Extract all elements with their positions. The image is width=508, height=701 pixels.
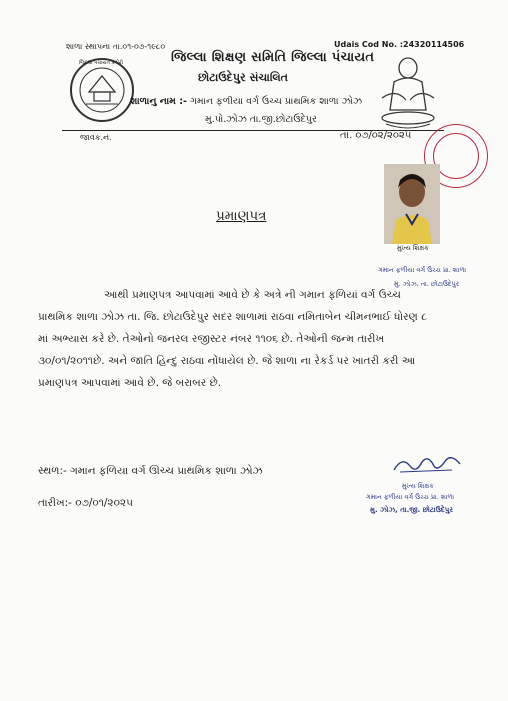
headmaster-caption-photo: મુખ્ય શિક્ષક bbox=[397, 244, 429, 252]
footer-stamp-line-3: મુ. ઝોઝ, તા.જી. છોટાઉદેપુર bbox=[370, 506, 453, 514]
body-line-4: ૩૦/૦૧/૨૦૧૧છે. અને જાતિ હિન્દુ રાઠવા નોંધાયેલ છે. જે શાળા ના રેકર્ડ પર ખાતરી કરી આ bbox=[38, 355, 416, 367]
certificate-title: પ્રમાણપત્ર bbox=[216, 208, 267, 224]
body-line-5: પ્રમાણપત્ર આપવામાં આવે છે. જે બરાબર છે. bbox=[38, 377, 222, 389]
header-date: તા. ૦૭/૦૨/૨૦૨૫ bbox=[340, 130, 412, 141]
district-panchayat-logo bbox=[70, 58, 134, 122]
logo-text: જિલ્લા પંચાયત કચેરી bbox=[79, 60, 124, 66]
header-line-2: છોટાઉદેપુર સંચાલિત bbox=[198, 71, 288, 84]
body-line-1: આથી પ્રમાણપત્ર આપવામાં આવે છે કે અત્રે ની ગમાન ફળિયાં વર્ગ ઉચ્ચ bbox=[104, 289, 401, 301]
footer-stamp-line-2: ગમાન ફળીયા વર્ગ ઉચ્ચ પ્રા. શાળા bbox=[366, 493, 455, 501]
established-date: શાળા સ્થાપના તા.૦૧-૦૭-૧૯૮૦ bbox=[66, 42, 166, 51]
photo-stamp-line-1: ગમાન ફળીયા વર્ગ ઉચ્ચ પ્રા. શાળા bbox=[378, 266, 467, 274]
school-name-line bbox=[130, 96, 362, 107]
headmaster-signature-icon bbox=[388, 452, 468, 478]
photo-stamp-line-2: મુ. ઝોઝ, તા. છોટાઉદેપુર bbox=[394, 280, 460, 288]
body-line-3: માં અભ્યાસ કરે છે. તેઓનો જનરલ રજીસ્ટર નંબર ૧૧૦૬ છે. તેઓની જન્મ તારીખ bbox=[38, 333, 385, 345]
school-address: મુ.પો.ઝોઝ તા.જી.છોટાઉદેપુર bbox=[205, 114, 317, 125]
footer-stamp-line-1: મુખ્ય શિક્ષક bbox=[402, 482, 434, 490]
saraswati-emblem-icon bbox=[376, 52, 440, 130]
school-name-label: શાળાનુ નામ :- bbox=[130, 96, 187, 107]
place-line: સ્થળ:- ગમાન ફળિયા વર્ગ ઊચ્ચ પ્રાથમિક શાળા ઝોઝ bbox=[38, 465, 263, 477]
body-line-2: પ્રાથમિક શાળા ઝોઝ તા. જિ. છોટાઉદેપુર સદર શાળામાં રાઠવા નમિતાબેન ચીમનભાઈ ધોરણ ૮ bbox=[38, 311, 428, 323]
header-line-1: જિલ્લા શિક્ષણ સમિતિ જિલ્લા પંચાયત bbox=[171, 50, 375, 65]
outward-number: જાવક.નં. bbox=[80, 133, 112, 142]
student-photo bbox=[384, 164, 440, 244]
school-name: ગમાન ફળીયા વર્ગ ઉચ્ચ પ્રાથમિક શાળા ઝોઝ bbox=[189, 96, 363, 107]
date-line: તારીખ:- ૦૭/૦૧/૨૦૨૫ bbox=[38, 497, 133, 509]
udise-code: Udais Cod No. :24320114506 bbox=[334, 40, 465, 49]
